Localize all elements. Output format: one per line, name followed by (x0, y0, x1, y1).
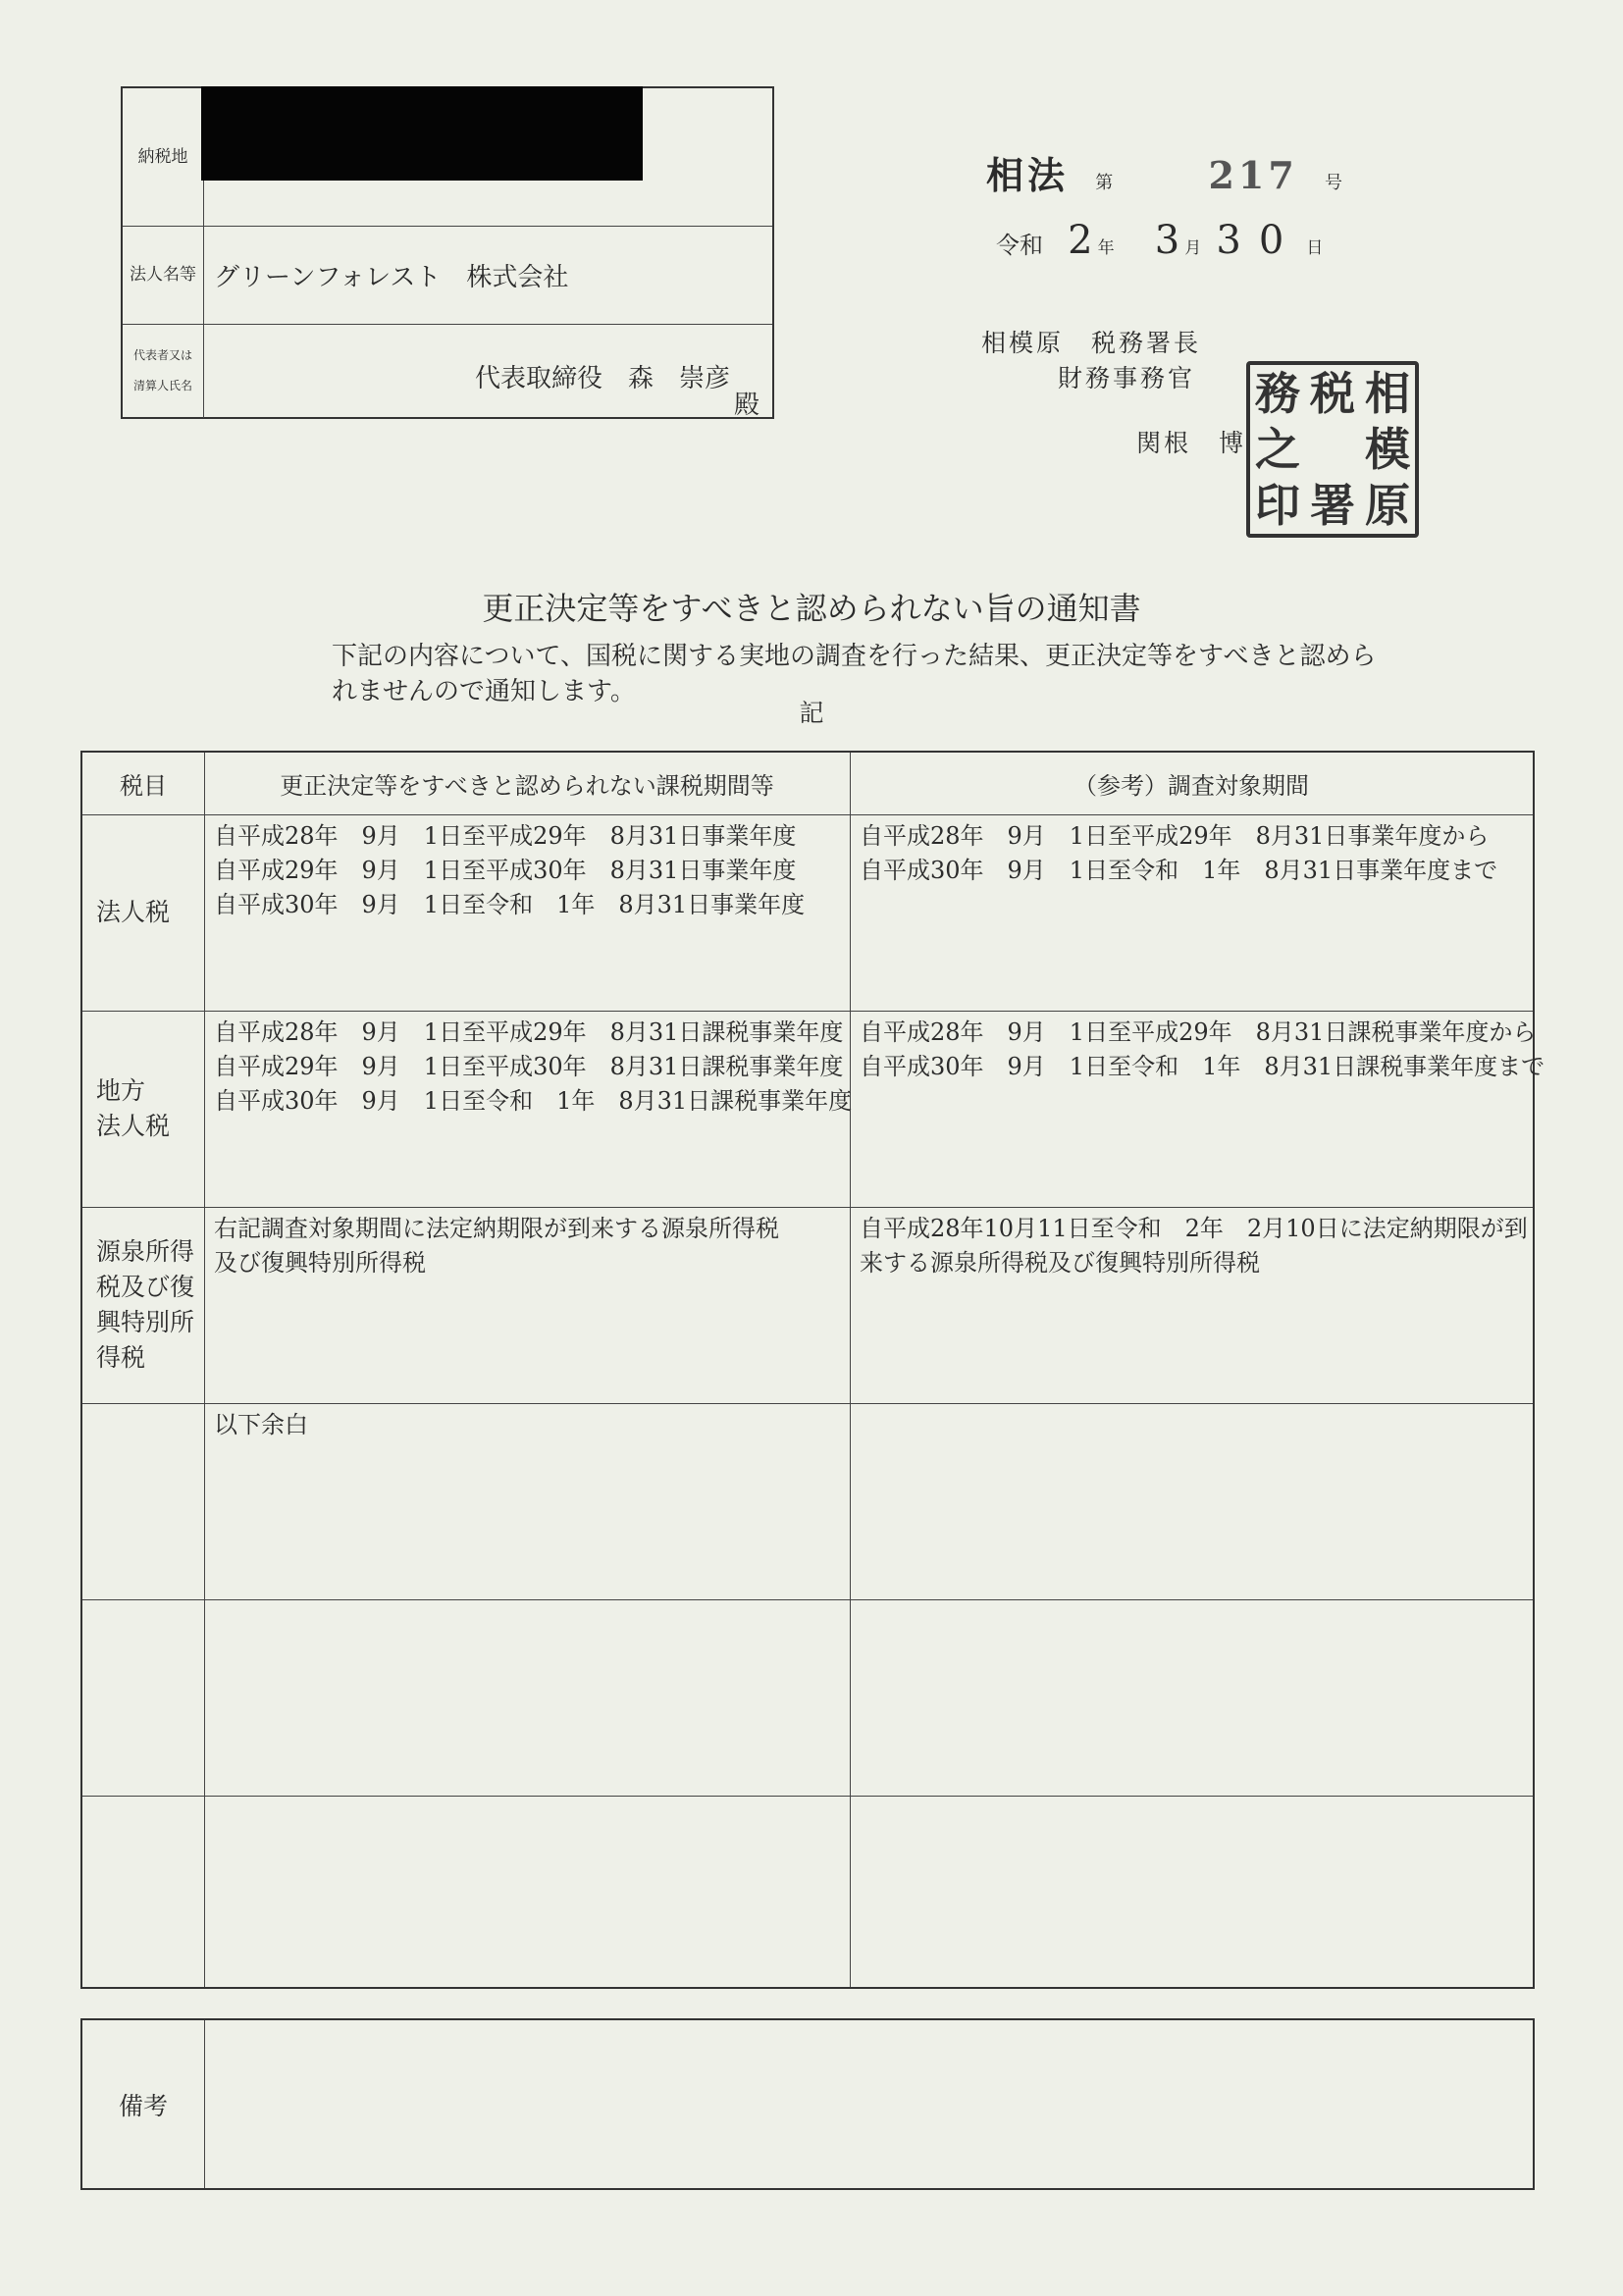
period-line: 自平成30年 9月 1日至令和 1年 8月31日事業年度 (214, 891, 806, 918)
reference-cell (860, 1212, 1528, 1280)
intro-text: 下記の内容について、国税に関する実地の調査を行った結果、更正決定等をすべきと認められませんので通知します。 (332, 642, 1377, 706)
representative-label (123, 324, 204, 418)
tax-local-corporate (82, 1011, 204, 1207)
reference-line: 自平成28年 9月 1日至平成29年 8月31日事業年度から (860, 822, 1490, 850)
reference-cell (860, 819, 1497, 888)
period-line: 自平成29年 9月 1日至平成30年 8月31日事業年度 (214, 857, 797, 884)
ki-marker: 記 (799, 699, 824, 727)
reference-line: 自平成28年 9月 1日至平成29年 8月31日課税事業年度から (860, 1018, 1537, 1046)
doc-go: 号 (1325, 173, 1343, 193)
document-title: 更正決定等をすべきと認められない旨の通知書 (482, 590, 1141, 627)
tax-withholding (82, 1207, 204, 1403)
header-tax-item: 税目 (120, 772, 167, 800)
reference-line: 来する源泉所得税及び復興特別所得税 (860, 1249, 1260, 1277)
address-label: 納税地 (123, 88, 204, 226)
name-label: 法人名等 (123, 226, 204, 324)
row-divider (82, 1796, 1533, 1797)
date-month: 3 (1154, 218, 1180, 263)
date-tsuki: 月 (1184, 238, 1202, 258)
date-day: 30 (1216, 218, 1302, 263)
tax-line: 法人税 (96, 1112, 171, 1140)
header-periods: 更正決定等をすべきと認められない課税期間等 (280, 772, 774, 800)
reference-line: 自平成28年10月11日至令和 2年 2月10日に法定納期限が到 (860, 1215, 1528, 1242)
tax-line: 得税 (96, 1343, 146, 1372)
doc-number-value: 217 (1208, 153, 1298, 197)
corporate-name: グリーンフォレスト 株式会社 (214, 263, 569, 292)
period-line: 自平成28年 9月 1日至平成29年 8月31日事業年度 (214, 822, 797, 850)
row-divider (82, 1403, 1533, 1404)
blank-below-note: 以下余白 (214, 1411, 308, 1438)
tax-corporate: 法人税 (96, 898, 171, 926)
tax-line: 税及び復 (96, 1273, 195, 1301)
reference-line: 自平成30年 9月 1日至令和 1年 8月31日事業年度まで (860, 857, 1498, 884)
row-divider (82, 1011, 1533, 1012)
issuer-title: 財務事務官 (1058, 364, 1196, 392)
issue-date (996, 218, 1323, 263)
header-reference: （参考）調査対象期間 (1073, 772, 1309, 800)
table-row (214, 1212, 779, 1280)
representative-name: 代表取締役 森 崇彦 (475, 364, 731, 393)
remarks-box (80, 2018, 1535, 2190)
row-divider (82, 1207, 1533, 1208)
date-year: 2 (1068, 218, 1093, 263)
seal-char: 税 (1310, 366, 1355, 420)
table-row (214, 1016, 852, 1119)
tax-line: 興特別所 (96, 1308, 195, 1336)
rep-label-line-2: 清算人氏名 (132, 379, 192, 392)
period-line: 右記調査対象期間に法定納期限が到来する源泉所得税 (214, 1215, 779, 1242)
rep-label-line-1: 代表者又は (132, 347, 192, 362)
table-row (214, 819, 805, 922)
row-divider (82, 1599, 1533, 1600)
reference-line: 自平成30年 9月 1日至令和 1年 8月31日課税事業年度まで (860, 1053, 1545, 1080)
seal-char: 原 (1365, 479, 1410, 533)
seal-char: 印 (1255, 479, 1300, 533)
seal-char: 之 (1255, 422, 1300, 476)
column-divider (204, 753, 205, 1987)
column-divider (850, 753, 851, 1987)
table-row (214, 1408, 308, 1442)
tax-line: 地方 (96, 1076, 146, 1105)
document-number (986, 145, 1342, 199)
seal-char: 署 (1310, 479, 1355, 533)
date-nen: 年 (1097, 238, 1115, 258)
period-line: 自平成29年 9月 1日至平成30年 8月31日課税事業年度 (214, 1053, 844, 1080)
period-line: 及び復興特別所得税 (214, 1249, 426, 1277)
seal-char: 務 (1255, 366, 1300, 420)
results-table (80, 751, 1545, 1989)
tax-line: 源泉所得 (96, 1237, 195, 1266)
official-seal (1246, 361, 1419, 538)
date-era: 令和 (996, 232, 1043, 259)
issuer-name: 関根 博 (1136, 429, 1247, 457)
date-hi: 日 (1306, 238, 1324, 258)
redacted-address (201, 86, 643, 181)
seal-char: 相 (1365, 366, 1410, 420)
issuer-office: 相模原 税務署長 (981, 329, 1202, 357)
seal-char: 模 (1365, 422, 1410, 476)
honorific: 殿 (734, 391, 760, 420)
period-line: 自平成30年 9月 1日至令和 1年 8月31日課税事業年度 (214, 1087, 853, 1115)
doc-prefix: 相法 (986, 153, 1070, 197)
row-divider (82, 814, 1533, 815)
period-line: 自平成28年 9月 1日至平成29年 8月31日課税事業年度 (214, 1018, 844, 1046)
reference-cell (860, 1016, 1544, 1084)
doc-dai: 第 (1095, 173, 1114, 193)
remarks-label: 備考 (82, 2020, 205, 2188)
